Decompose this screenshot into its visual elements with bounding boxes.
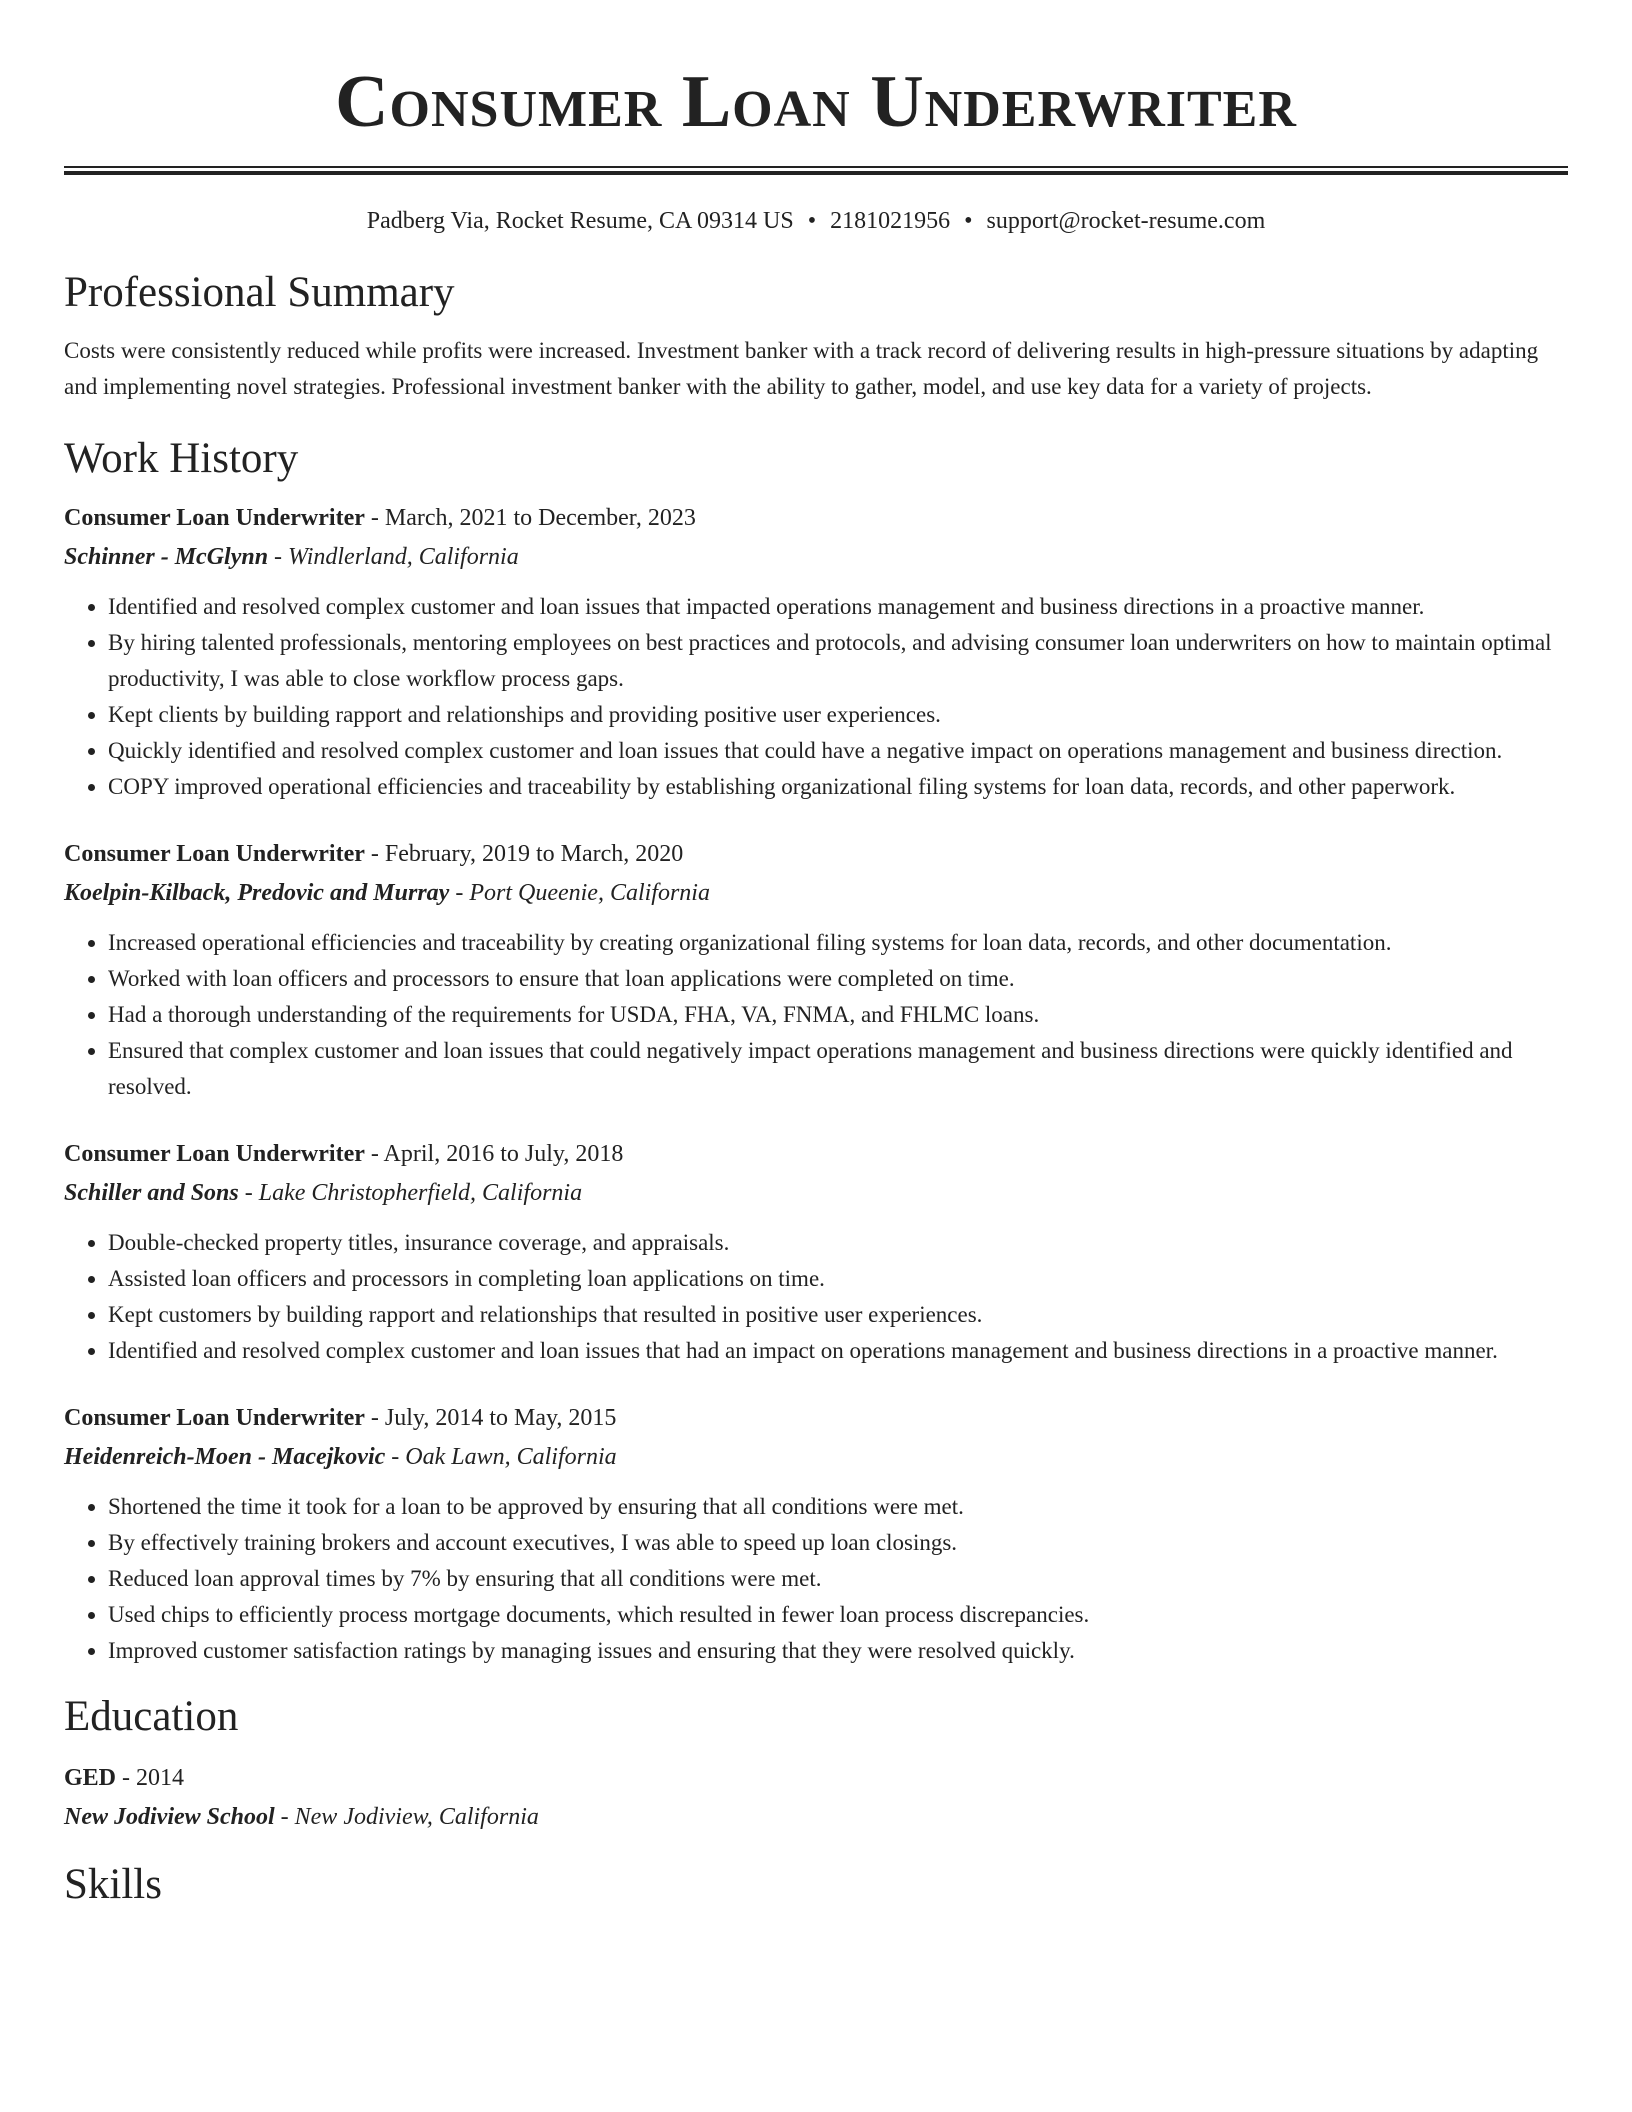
list-item: • Increased operational efficiencies and traceability by creating organizational filing systems for loan data, records, and other documentation. (108, 925, 1568, 961)
resume-title: Consumer Loan Underwriter (335, 61, 1297, 143)
job-title-line (64, 1135, 1568, 1174)
job-company-line (64, 874, 1568, 913)
job-company-line (64, 1174, 1568, 1213)
job-title: Consumer Loan Underwriter (64, 505, 365, 531)
education-school-line (64, 1798, 1568, 1837)
list-item: • Had a thorough understanding of the requirements for USDA, FHA, VA, FNMA, and FHLMC loans. (108, 997, 1568, 1033)
job-entry (64, 835, 1568, 1105)
job-company-line (64, 538, 1568, 577)
work-history-section (64, 433, 1568, 1669)
summary-text: Costs were consistently reduced while profits were increased. Investment banker with a track record of delivering results in high-pressure situations by adapting and implementing novel strategies. Professional investment banker with the ability to gather, model, and use key data for a variety of projects. (64, 338, 1539, 399)
list-item: • Double-checked property titles, insurance coverage, and appraisals. (108, 1225, 1568, 1261)
job-company: Schinner - McGlynn (64, 544, 269, 570)
job-company: Heidenreich-Moen - Macejkovic (64, 1444, 386, 1470)
contact-separator: • (807, 208, 817, 234)
education-section (64, 1691, 1568, 1837)
work-history-heading: Work History (64, 435, 299, 482)
skills-section (64, 1859, 1568, 1911)
resume-page (64, 0, 1568, 1911)
summary-heading: Professional Summary (64, 269, 455, 316)
list-item: • COPY improved operational efficiencies and traceability by establishing organizational filing systems for loan data, records, and other paperwork. (108, 769, 1568, 805)
job-title-line (64, 1399, 1568, 1438)
list-item: • Improved customer satisfaction ratings by managing issues and ensuring that they were resolved quickly. (108, 1633, 1568, 1669)
skills-heading: Skills (64, 1861, 162, 1908)
list-item: • Worked with loan officers and processors to ensure that loan applications were completed on time. (108, 961, 1568, 997)
list-item: • Reduced loan approval times by 7% by ensuring that all conditions were met. (108, 1561, 1568, 1597)
contact-address: Padberg Via, Rocket Resume, CA 09314 US (366, 208, 794, 234)
title-divider (64, 166, 1568, 175)
list-item: • Quickly identified and resolved complex customer and loan issues that could have a negative impact on operations management and business direction. (108, 733, 1568, 769)
job-title: Consumer Loan Underwriter (64, 1405, 365, 1431)
job-location: - Port Queenie, California (449, 880, 710, 906)
list-item: • Kept customers by building rapport and relationships that resulted in positive user experiences. (108, 1297, 1568, 1333)
job-bullets (64, 925, 1568, 1105)
contact-phone: 2181021956 (830, 208, 951, 234)
job-bullets (64, 1489, 1568, 1669)
job-company: Koelpin-Kilback, Predovic and Murray (64, 880, 450, 906)
job-title: Consumer Loan Underwriter (64, 841, 365, 867)
contact-separator: • (964, 208, 973, 234)
job-title: Consumer Loan Underwriter (64, 1141, 365, 1167)
contact-line (64, 205, 1568, 237)
list-item: • By hiring talented professionals, mentoring employees on best practices and protocols, and advising consumer loan underwriters on how to maintain optimal productivity, I was able to close workflow process gaps. (108, 625, 1568, 697)
job-title-line (64, 499, 1568, 538)
job-dates: - July, 2014 to May, 2015 (364, 1405, 617, 1431)
list-item: • Ensured that complex customer and loan issues that could negatively impact operations management and business directions were quickly identified and resolved. (108, 1033, 1568, 1105)
job-dates: - March, 2021 to December, 2023 (364, 505, 696, 531)
summary-section (64, 267, 1568, 405)
job-location: - Oak Lawn, California (385, 1444, 617, 1470)
job-dates: - February, 2019 to March, 2020 (364, 841, 684, 867)
list-item: • Used chips to efficiently process mortgage documents, which resulted in fewer loan process discrepancies. (108, 1597, 1568, 1633)
education-degree: GED (64, 1765, 117, 1791)
education-degree-line (64, 1759, 1568, 1798)
education-school: New Jodiview School (64, 1804, 275, 1830)
list-item: • By effectively training brokers and account executives, I was able to speed up loan closings. (108, 1525, 1568, 1561)
job-dates: - April, 2016 to July, 2018 (364, 1141, 624, 1167)
job-location: - Lake Christopherfield, California (238, 1180, 583, 1206)
education-heading: Education (64, 1693, 239, 1740)
job-entry (64, 1135, 1568, 1369)
education-location: - New Jodiview, California (274, 1804, 539, 1830)
job-entry (64, 499, 1568, 805)
job-company-line (64, 1438, 1568, 1477)
list-item: • Identified and resolved complex customer and loan issues that impacted operations management and business directions in a proactive manner. (108, 589, 1568, 625)
job-location: - Windlerland, California (268, 544, 519, 570)
job-title-line (64, 835, 1568, 874)
list-item: • Shortened the time it took for a loan to be approved by ensuring that all conditions were met. (108, 1489, 1568, 1525)
job-company: Schiller and Sons (64, 1180, 239, 1206)
list-item: • Kept clients by building rapport and relationships and providing positive user experiences. (108, 697, 1568, 733)
contact-email: support@rocket-resume.com (986, 208, 1266, 234)
job-bullets (64, 1225, 1568, 1369)
job-entry (64, 1399, 1568, 1669)
list-item: • Identified and resolved complex customer and loan issues that had an impact on operations management and business directions in a proactive manner. (108, 1333, 1568, 1369)
job-bullets (64, 589, 1568, 805)
education-year: - 2014 (116, 1765, 185, 1791)
list-item: • Assisted loan officers and processors in completing loan applications on time. (108, 1261, 1568, 1297)
